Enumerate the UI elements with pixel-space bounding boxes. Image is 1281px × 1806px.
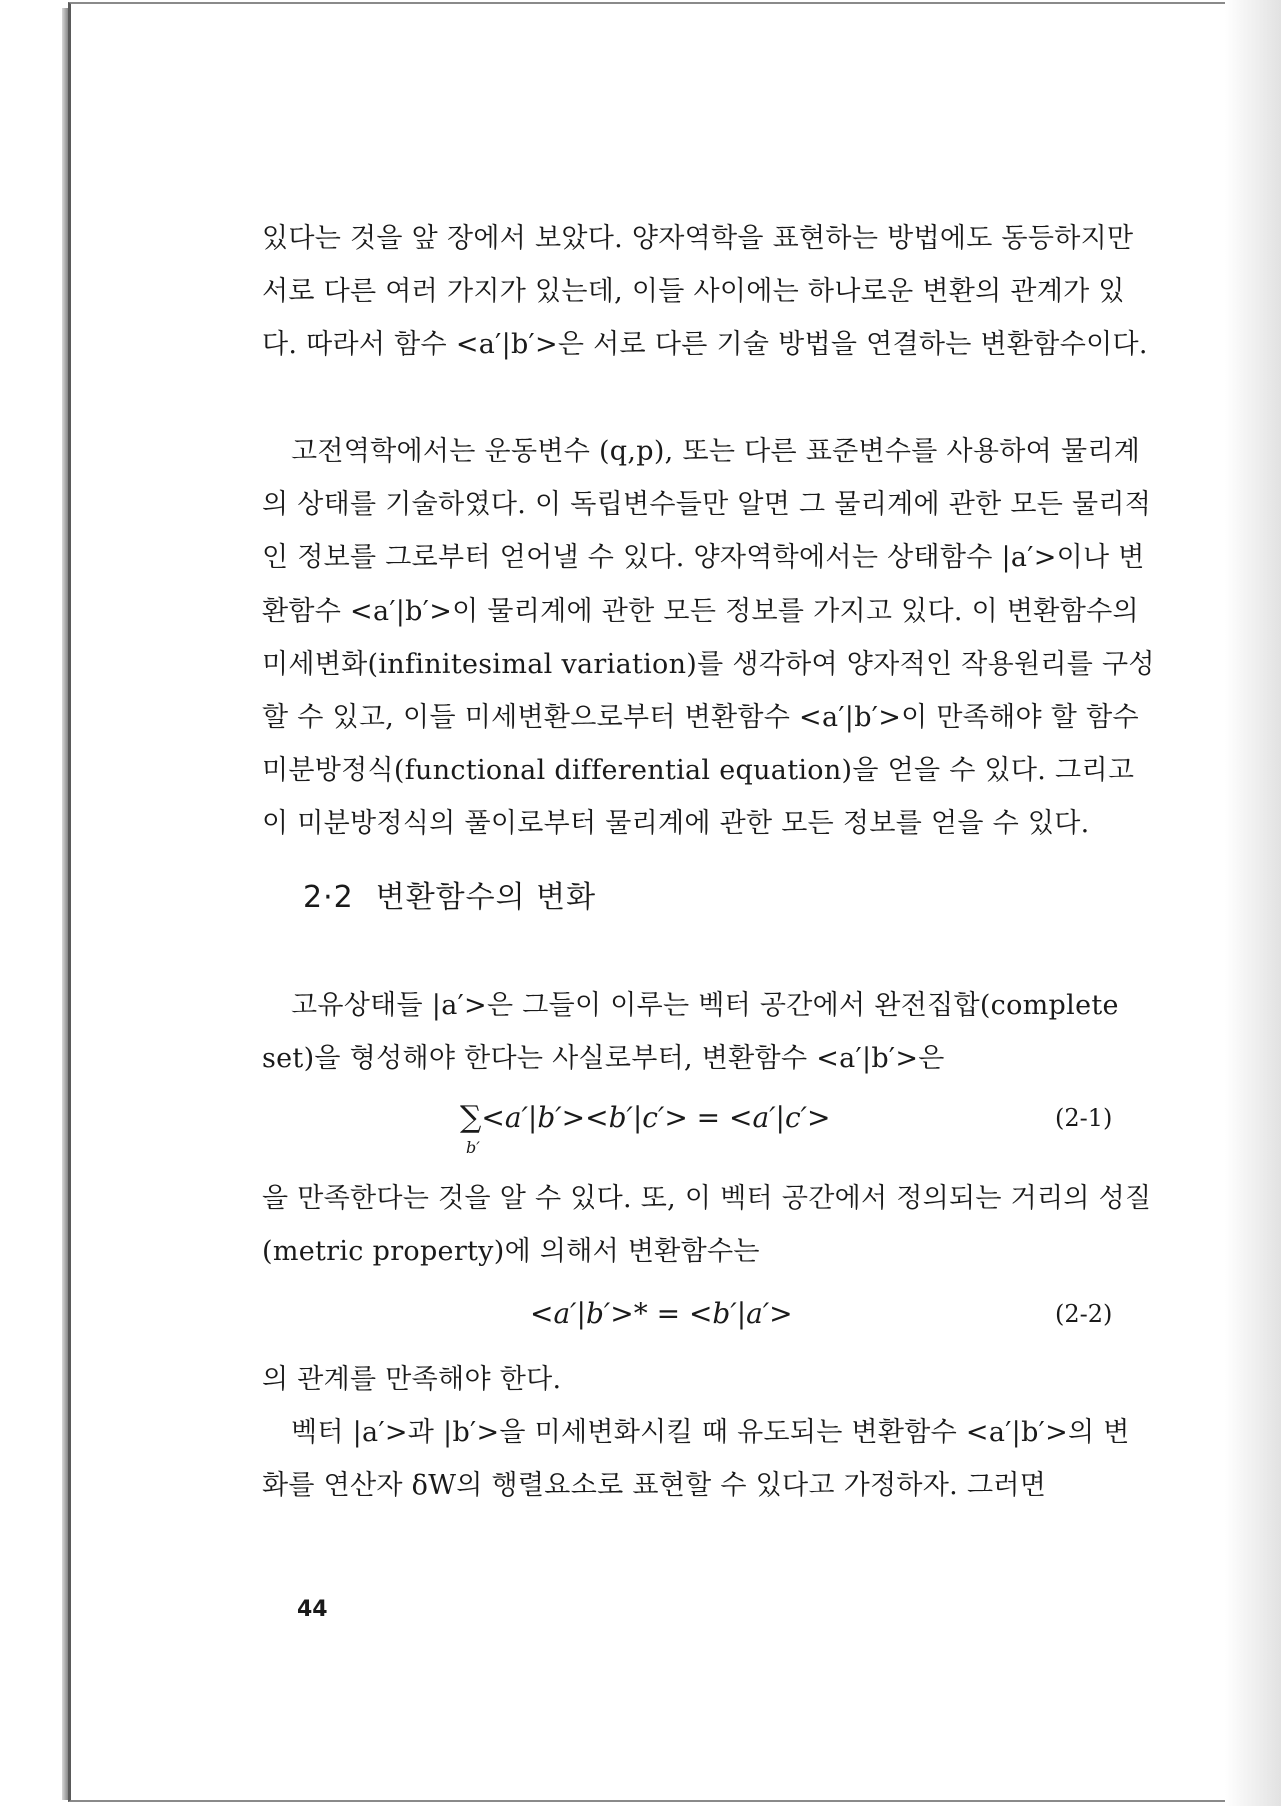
equation-2-2: <a′|b′>* = <b′|a′> bbox=[530, 1297, 793, 1330]
paragraph-classical-mechanics bbox=[262, 425, 1155, 851]
paragraph-intro bbox=[262, 212, 1155, 372]
page-edge-shadow bbox=[1225, 0, 1281, 1806]
paragraph-relation bbox=[262, 1353, 1155, 1513]
section-number: 2·2 bbox=[303, 880, 354, 915]
paragraph-6-text: 벡터 |a′>과 |b′>을 미세변화시킬 때 유도되는 변환함수 <a′|b′>의 변화를 연산자 δW의 행렬요소로 표현할 수 있다고 가정하자. 그러면 bbox=[262, 1417, 1130, 1502]
summation-symbol: ∑ b′ bbox=[460, 1098, 481, 1138]
paragraph-metric-property bbox=[262, 1172, 1155, 1278]
section-heading bbox=[303, 878, 596, 918]
paragraph-2-text: 고전역학에서는 운동변수 (q,p), 또는 다른 표준변수를 사용하여 물리계의 상태를 기술하였다. 이 독립변수들만 알면 그 물리계에 관한 모든 물리적인 정보를 그로부터 얻어낼 수 있다. 양자역학에서는 상태함수 |a′>이나 변환함수 <a′|b′>이 물리계에 관한 모든 정보를 가지고 있다. 이 변환함수의 미세변화(infinitesimal variation)를 생각하여 양자적인 작용원리를 구성할 수 있고, 이들 미세변환으로부터 변환함수 <a′|b′>이 만족해야 할 함수미분방정식(functional differential equation)을 얻을 수 있다. 그리고 이 미분방정식의 풀이로부터 물리계에 관한 모든 정보를 얻을 수 있다. bbox=[262, 436, 1155, 840]
paragraph-4-text: 을 만족한다는 것을 알 수 있다. 또, 이 벡터 공간에서 정의되는 거리의 성질(metric property)에 의해서 변환함수는 bbox=[262, 1183, 1152, 1268]
paragraph-1-text: 있다는 것을 앞 장에서 보았다. 양자역학을 표현하는 방법에도 동등하지만 서로 다른 여러 가지가 있는데, 이들 사이에는 하나로운 변환의 관계가 있다. 따라서 함수 <a′|b′>은 서로 다른 기술 방법을 연결하는 변환함수이다. bbox=[262, 223, 1148, 361]
section-title: 변환함수의 변화 bbox=[375, 880, 597, 915]
equation-2-1-body: <a′|b′><b′|c′> = <a′|c′> bbox=[481, 1101, 831, 1134]
equation-2-1 bbox=[460, 1098, 831, 1157]
page-number: 44 bbox=[297, 1597, 328, 1622]
summation-index: b′ bbox=[466, 1138, 480, 1157]
equation-2-2-label: (2-2) bbox=[1055, 1300, 1113, 1328]
paragraph-3-text: 고유상태들 |a′>은 그들이 이루는 벡터 공간에서 완전집합(complete set)을 형성해야 한다는 사실로부터, 변환함수 <a′|b′>은 bbox=[262, 990, 1119, 1075]
paragraph-5-text: 의 관계를 만족해야 한다. bbox=[262, 1364, 562, 1395]
equation-2-1-label: (2-1) bbox=[1055, 1104, 1113, 1132]
paragraph-eigenstates bbox=[262, 979, 1155, 1085]
